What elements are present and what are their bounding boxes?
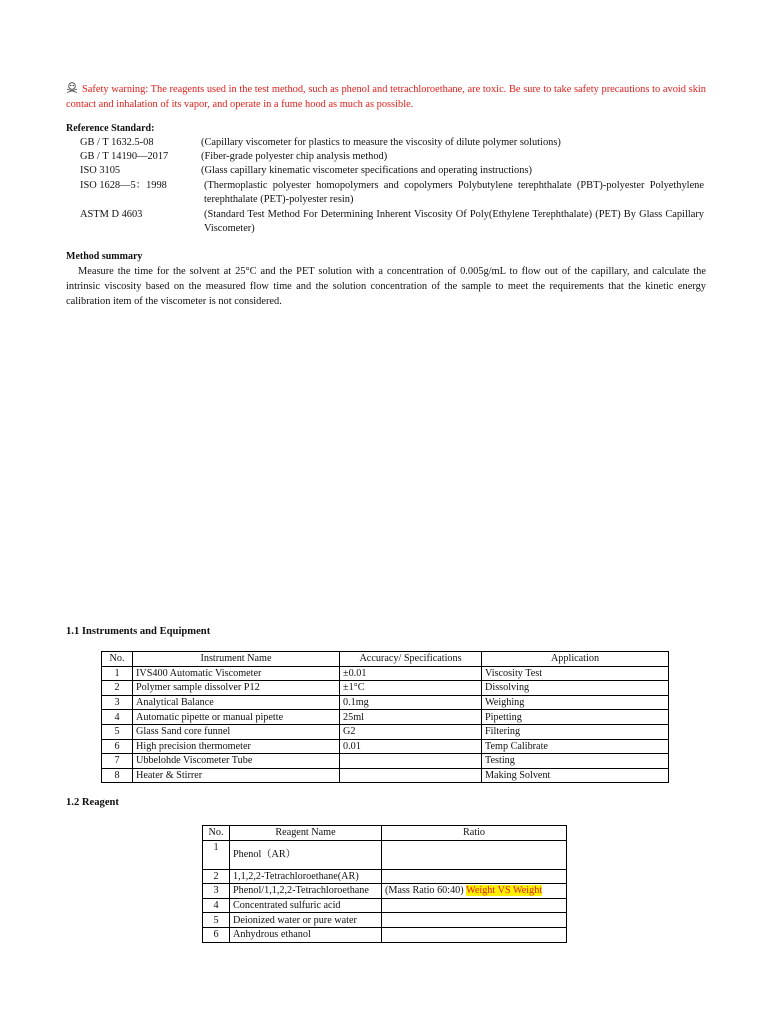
reference-item xyxy=(80,179,706,207)
row-number: 5 xyxy=(102,724,133,739)
reagent-ratio xyxy=(382,884,567,899)
reagent-ratio xyxy=(382,869,567,884)
reference-description: (Standard Test Method For Determining Inherent Viscosity Of Poly(Ethylene Terephthalate) (PET) By Glass Capillary Viscometer) xyxy=(204,209,704,234)
reference-item xyxy=(80,136,706,150)
reference-description: (Thermoplastic polyester homopolymers and copolymers Polybutylene terephthalate (PBT)-polyester Polyethylene terephthalate (PET)-polyester resin) xyxy=(204,180,704,205)
table-row xyxy=(102,768,669,783)
column-header: Reagent Name xyxy=(230,826,382,841)
reference-code: ISO 1628—5：1998 xyxy=(80,180,167,191)
row-number: 3 xyxy=(203,884,230,899)
reference-description: (Fiber-grade polyester chip analysis method) xyxy=(201,151,388,162)
instrument-application: Viscosity Test xyxy=(482,666,669,681)
instrument-name: IVS400 Automatic Viscometer xyxy=(133,666,340,681)
instrument-name: High precision thermometer xyxy=(133,739,340,754)
table-header-row xyxy=(203,826,567,841)
instruments-heading: 1.1 Instruments and Equipment xyxy=(66,626,211,637)
reagent-heading: 1.2 Reagent xyxy=(66,797,119,808)
instrument-application: Temp Calibrate xyxy=(482,739,669,754)
reference-item xyxy=(80,208,706,236)
instrument-application: Testing xyxy=(482,754,669,769)
table-row xyxy=(102,710,669,725)
table-row xyxy=(102,666,669,681)
method-summary-heading: Method summary xyxy=(66,251,143,262)
instrument-accuracy: 25ml xyxy=(340,710,482,725)
instrument-name: Heater & Stirrer xyxy=(133,768,340,783)
instrument-accuracy: 0.1mg xyxy=(340,695,482,710)
reagent-ratio xyxy=(382,913,567,928)
instrument-name: Ubbelohde Viscometer Tube xyxy=(133,754,340,769)
reagent-name: Concentrated sulfuric acid xyxy=(230,898,382,913)
instrument-application: Weighing xyxy=(482,695,669,710)
table-row xyxy=(203,913,567,928)
table-row xyxy=(102,695,669,710)
table-row xyxy=(102,681,669,696)
table-row xyxy=(203,898,567,913)
table-row xyxy=(203,927,567,942)
row-number: 6 xyxy=(203,927,230,942)
method-summary-text: Measure the time for the solvent at 25°C and the PET solution with a concentration of 0.005g/mL to flow out of the capillary, and calculate the intrinsic viscosity based on the measured flow time and the solution concentration of the sample to meet the requirements that the kinetic energy calibration item of the viscometer is not considered. xyxy=(66,266,706,307)
row-number: 4 xyxy=(102,710,133,725)
table-row xyxy=(203,869,567,884)
safety-warning-text: Safety warning: The reagents used in the test method, such as phenol and tetrachloroethane, are toxic. Be sure to take safety precautions to avoid skin contact and inhalation of its vapor, and operate in a fume hood as much as possible. xyxy=(66,84,706,110)
instrument-name: Analytical Balance xyxy=(133,695,340,710)
column-header: No. xyxy=(102,652,133,667)
instruments-table xyxy=(101,651,669,783)
reference-code: ISO 3105 xyxy=(80,165,121,176)
reagent-name: Anhydrous ethanol xyxy=(230,927,382,942)
table-row xyxy=(102,754,669,769)
reference-description: (Capillary viscometer for plastics to measure the viscosity of dilute polymer solutions) xyxy=(201,137,561,148)
instrument-accuracy: 0.01 xyxy=(340,739,482,754)
instrument-accuracy: ±1°C xyxy=(340,681,482,696)
row-number: 6 xyxy=(102,739,133,754)
reagent-name: Phenol/1,1,2,2-Tetrachloroethane xyxy=(230,884,382,899)
reference-item xyxy=(80,164,706,178)
column-header: Ratio xyxy=(382,826,567,841)
reagent-ratio xyxy=(382,898,567,913)
reagent-table xyxy=(202,825,567,943)
table-row xyxy=(203,840,567,869)
column-header: Application xyxy=(482,652,669,667)
instrument-application: Filtering xyxy=(482,724,669,739)
instrument-name: Polymer sample dissolver P12 xyxy=(133,681,340,696)
row-number: 1 xyxy=(102,666,133,681)
instrument-application: Making Solvent xyxy=(482,768,669,783)
row-number: 8 xyxy=(102,768,133,783)
instrument-accuracy: ±0.01 xyxy=(340,666,482,681)
row-number: 1 xyxy=(203,840,230,869)
reagent-ratio xyxy=(382,840,567,869)
instrument-application: Pipetting xyxy=(482,710,669,725)
reference-code: GB / T 1632.5-08 xyxy=(80,137,154,148)
row-number: 3 xyxy=(102,695,133,710)
column-header: Instrument Name xyxy=(133,652,340,667)
row-number: 5 xyxy=(203,913,230,928)
reference-code: GB / T 14190—2017 xyxy=(80,151,169,162)
safety-warning xyxy=(66,82,706,112)
ratio-highlight: Weight VS Weight xyxy=(466,885,543,897)
row-number: 4 xyxy=(203,898,230,913)
reagent-ratio xyxy=(382,927,567,942)
instrument-name: Glass Sand core funnel xyxy=(133,724,340,739)
instrument-name: Automatic pipette or manual pipette xyxy=(133,710,340,725)
reagent-name: 1,1,2,2-Tetrachloroethane(AR) xyxy=(230,869,382,884)
table-row xyxy=(102,724,669,739)
column-header: Accuracy/ Specifications xyxy=(340,652,482,667)
reference-code: ASTM D 4603 xyxy=(80,209,143,220)
reagent-name: Phenol（AR） xyxy=(230,840,382,869)
reference-description: (Glass capillary kinematic viscometer specifications and operating instructions) xyxy=(201,165,532,176)
row-number: 7 xyxy=(102,754,133,769)
row-number: 2 xyxy=(203,869,230,884)
table-row xyxy=(203,884,567,899)
table-row xyxy=(102,739,669,754)
instrument-application: Dissolving xyxy=(482,681,669,696)
table-header-row xyxy=(102,652,669,667)
ratio-text: (Mass Ratio 60:40) xyxy=(385,885,464,897)
column-header: No. xyxy=(203,826,230,841)
skull-crossbones-icon xyxy=(66,82,78,93)
instrument-accuracy xyxy=(340,768,482,783)
row-number: 2 xyxy=(102,681,133,696)
reference-item xyxy=(80,150,706,164)
instrument-accuracy: G2 xyxy=(340,724,482,739)
instrument-accuracy xyxy=(340,754,482,769)
reagent-name: Deionized water or pure water xyxy=(230,913,382,928)
reference-standard-heading: Reference Standard: xyxy=(66,123,155,134)
